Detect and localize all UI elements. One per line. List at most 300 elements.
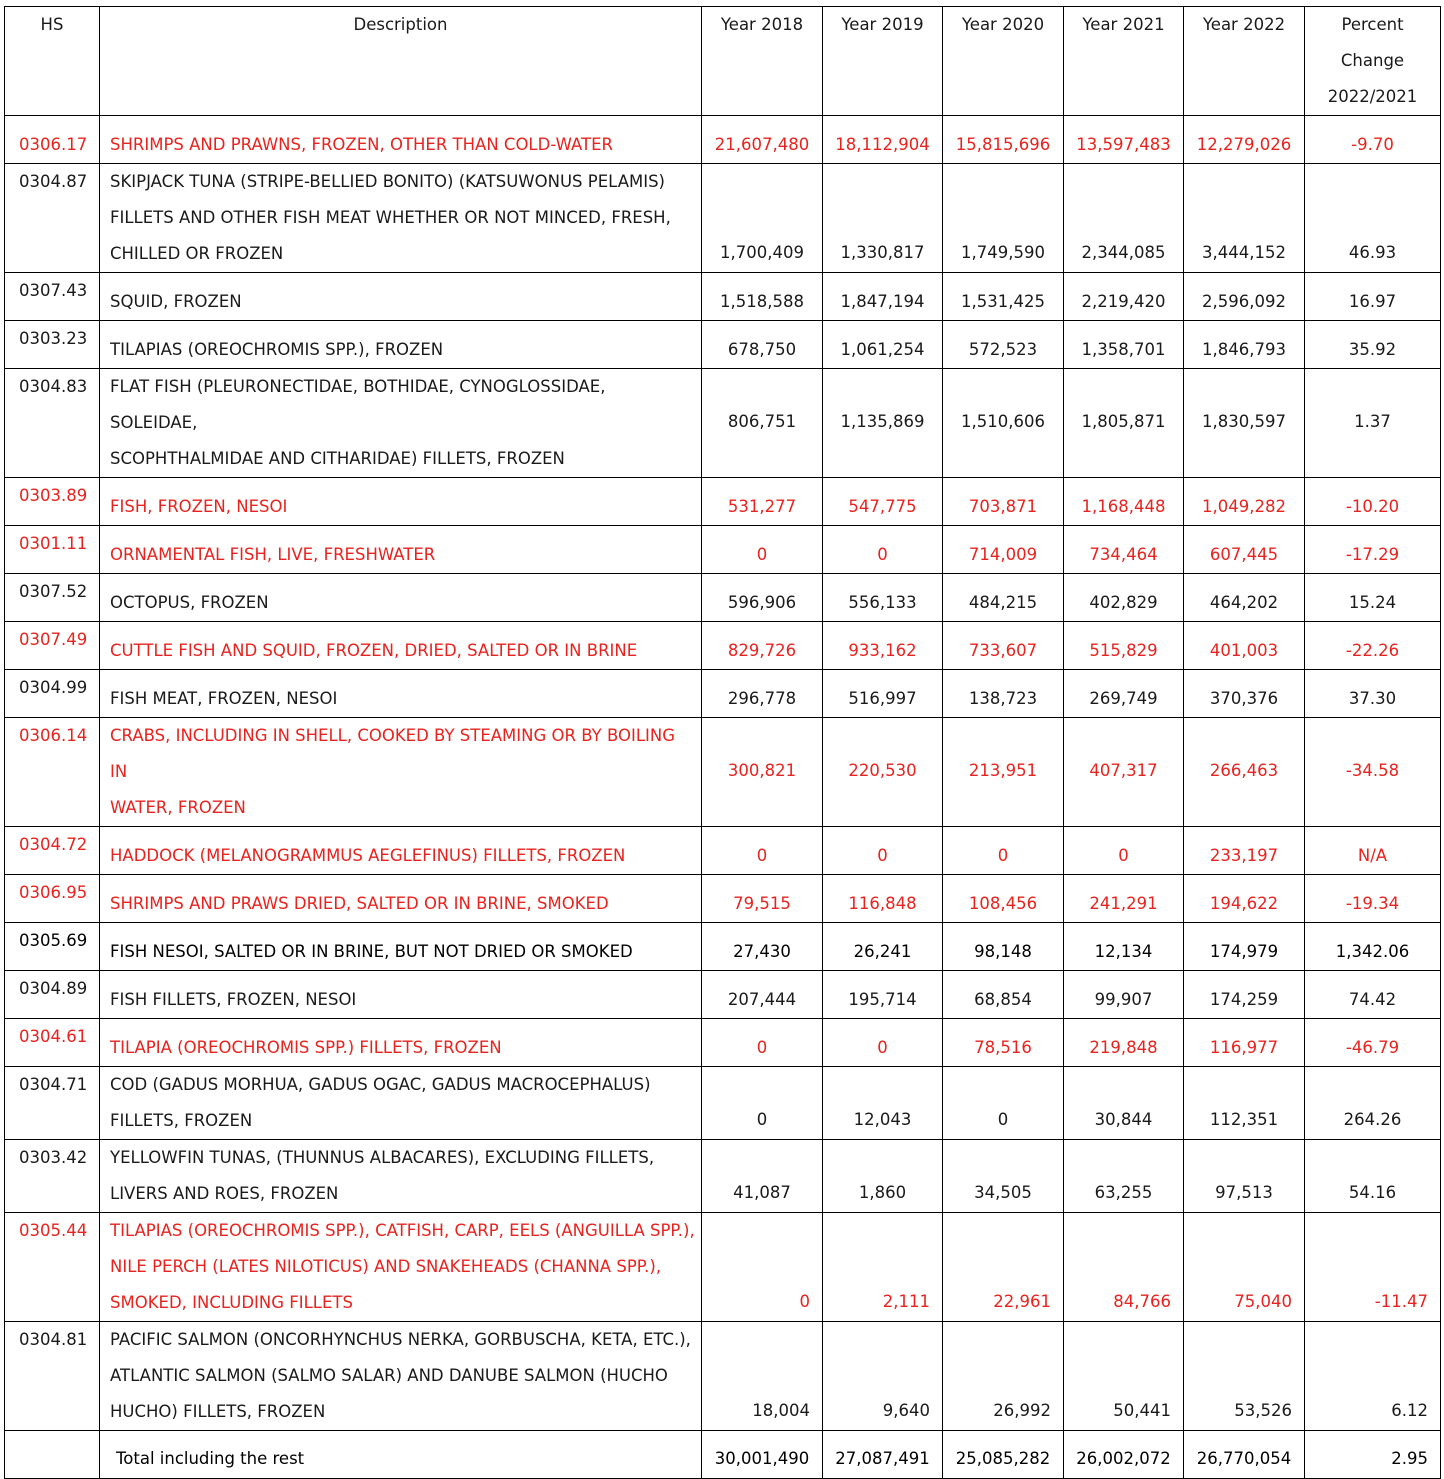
description: [100, 321, 702, 369]
year-value-text: 75,040: [1234, 1292, 1292, 1311]
percent-change: [1305, 273, 1441, 321]
description: [100, 1140, 702, 1213]
year-value: [702, 321, 823, 369]
year-value-text: 300,821: [727, 761, 797, 780]
year-value-text: 2,596,092: [1202, 292, 1286, 311]
description-line: CUTTLE FISH AND SQUID, FROZEN, DRIED, SALTED OR IN BRINE: [110, 641, 638, 660]
year-value: [823, 1019, 943, 1067]
year-value: [702, 526, 823, 574]
table-row: [5, 526, 1441, 574]
year-value-text: 21,607,480: [714, 135, 810, 154]
percent-change: [1305, 526, 1441, 574]
year-value-text: 0: [756, 1110, 768, 1129]
year-value: [823, 1140, 943, 1213]
description-line: SHRIMPS AND PRAWS DRIED, SALTED OR IN BRINE, SMOKED: [110, 894, 609, 913]
description-line: NILE PERCH (LATES NILOTICUS) AND SNAKEHEADS (CHANNA SPP.),: [110, 1257, 662, 1276]
year-value-text: 1,510,606: [961, 412, 1045, 431]
hs-code: 0304.81: [5, 1322, 100, 1431]
total-value-text: 26,002,072: [1076, 1449, 1171, 1468]
year-value: [823, 875, 943, 923]
year-value: [1064, 971, 1184, 1019]
year-value-text: 829,726: [727, 641, 797, 660]
year-value: [943, 1019, 1064, 1067]
year-value-text: 1,049,282: [1202, 497, 1286, 516]
total-value-2020: [943, 1431, 1064, 1479]
header-percent-line1: Percent: [1341, 15, 1404, 34]
percent-change-text: 35.92: [1348, 340, 1397, 359]
year-value: [1184, 321, 1305, 369]
year-value: [1064, 1140, 1184, 1213]
header-year-2018: Year 2018: [702, 7, 823, 116]
year-value: [823, 718, 943, 827]
description: [100, 526, 702, 574]
year-value-text: 572,523: [968, 340, 1038, 359]
hs-code: 0307.52: [5, 574, 100, 622]
year-value-text: 50,441: [1113, 1401, 1171, 1420]
year-value: [1064, 1067, 1184, 1140]
table-row: [5, 1019, 1441, 1067]
description-line: FISH MEAT, FROZEN, NESOI: [110, 689, 338, 708]
year-value-text: 1,330,817: [840, 243, 925, 262]
year-value-text: 1,749,590: [961, 243, 1045, 262]
year-value: [702, 1067, 823, 1140]
year-value-text: 97,513: [1215, 1183, 1273, 1202]
description-line: FISH FILLETS, FROZEN, NESOI: [110, 990, 357, 1009]
year-value-text: 531,277: [727, 497, 797, 516]
year-value-text: 2,111: [882, 1292, 930, 1311]
year-value: [943, 574, 1064, 622]
total-percent-text: 2.95: [1391, 1449, 1428, 1468]
percent-change: [1305, 321, 1441, 369]
year-value: [943, 321, 1064, 369]
table-row: [5, 1322, 1441, 1431]
year-value: [823, 827, 943, 875]
percent-change-text: -22.26: [1345, 641, 1400, 660]
percent-change-text: 74.42: [1348, 990, 1397, 1009]
percent-change: [1305, 574, 1441, 622]
description: [100, 273, 702, 321]
total-value-2022: [1184, 1431, 1305, 1479]
description-line: SKIPJACK TUNA (STRIPE-BELLIED BONITO) (KATSUWONUS PELAMIS): [110, 172, 665, 191]
description: [100, 164, 702, 273]
year-value: [1184, 827, 1305, 875]
header-row: [5, 7, 1441, 116]
description-line: PACIFIC SALMON (ONCORHYNCHUS NERKA, GORBUSCHA, KETA, ETC.),: [110, 1330, 691, 1349]
description-line: TILAPIAS (OREOCHROMIS SPP.), FROZEN: [110, 340, 444, 359]
year-value: [1184, 875, 1305, 923]
year-value: [702, 971, 823, 1019]
year-value-text: 1,061,254: [840, 340, 925, 359]
description-line: FILLETS, FROZEN: [110, 1111, 253, 1130]
year-value: [702, 116, 823, 164]
year-value-text: 220,530: [848, 761, 917, 780]
year-value: [823, 1067, 943, 1140]
year-value-text: 68,854: [974, 990, 1032, 1009]
year-value: [943, 526, 1064, 574]
year-value: [1184, 369, 1305, 478]
year-value-text: 1,531,425: [961, 292, 1045, 311]
description: [100, 1067, 702, 1140]
year-value: [823, 526, 943, 574]
year-value: [1184, 718, 1305, 827]
percent-change: [1305, 827, 1441, 875]
percent-change-text: 46.93: [1348, 243, 1397, 262]
year-value: [702, 875, 823, 923]
year-value: [702, 923, 823, 971]
year-value: [943, 971, 1064, 1019]
year-value: [1064, 875, 1184, 923]
year-value-text: 18,112,904: [835, 135, 930, 154]
description: [100, 369, 702, 478]
year-value: [702, 1213, 823, 1322]
description: [100, 574, 702, 622]
header-year-2022: Year 2022: [1184, 7, 1305, 116]
year-value-text: 0: [756, 545, 768, 564]
year-value-text: 678,750: [727, 340, 797, 359]
header-year-2021: Year 2021: [1064, 7, 1184, 116]
year-value-text: 0: [997, 1110, 1009, 1129]
year-value: [943, 875, 1064, 923]
year-value-text: 219,848: [1089, 1038, 1158, 1057]
total-description-text: Total including the rest: [116, 1449, 305, 1468]
year-value-text: 269,749: [1089, 689, 1158, 708]
year-value-text: 108,456: [968, 894, 1038, 913]
description-line: CRABS, INCLUDING IN SHELL, COOKED BY STEAMING OR BY BOILING IN: [110, 726, 676, 781]
description: [100, 1019, 702, 1067]
table-row: [5, 116, 1441, 164]
year-value-text: 1,168,448: [1081, 497, 1166, 516]
percent-change: [1305, 1213, 1441, 1322]
total-value-2021: [1064, 1431, 1184, 1479]
year-value: [943, 273, 1064, 321]
description-line: SQUID, FROZEN: [110, 292, 242, 311]
percent-change-text: -9.70: [1351, 135, 1394, 154]
table-row: [5, 273, 1441, 321]
description-line: FISH, FROZEN, NESOI: [110, 497, 288, 516]
year-value-text: 195,714: [848, 990, 917, 1009]
percent-change-text: 6.12: [1391, 1401, 1428, 1420]
year-value-text: 12,134: [1094, 942, 1153, 961]
table-row: [5, 622, 1441, 670]
percent-change-text: 15.24: [1348, 593, 1397, 612]
year-value: [702, 369, 823, 478]
year-value: [702, 670, 823, 718]
year-value: [1064, 478, 1184, 526]
year-value: [1064, 923, 1184, 971]
table-row: [5, 923, 1441, 971]
description-line: WATER, FROZEN: [110, 798, 246, 817]
percent-change: [1305, 971, 1441, 1019]
table-row: [5, 369, 1441, 478]
percent-change-text: -46.79: [1345, 1038, 1400, 1057]
description-line: HADDOCK (MELANOGRAMMUS AEGLEFINUS) FILLETS, FROZEN: [110, 846, 626, 865]
year-value: [1184, 574, 1305, 622]
year-value: [943, 478, 1064, 526]
percent-change: [1305, 622, 1441, 670]
hs-code: 0306.14: [5, 718, 100, 827]
table-row: [5, 1213, 1441, 1322]
year-value: [702, 1019, 823, 1067]
year-value-text: 407,317: [1089, 761, 1158, 780]
year-value: [823, 1322, 943, 1431]
year-value-text: 1,830,597: [1202, 412, 1286, 431]
year-value-text: 27,430: [733, 942, 791, 961]
description-line: ATLANTIC SALMON (SALMO SALAR) AND DANUBE SALMON (HUCHO: [110, 1366, 668, 1385]
year-value: [1184, 164, 1305, 273]
hs-code: 0304.99: [5, 670, 100, 718]
year-value: [1064, 321, 1184, 369]
year-value: [823, 971, 943, 1019]
year-value-text: 53,526: [1234, 1401, 1292, 1420]
year-value: [823, 321, 943, 369]
year-value: [943, 670, 1064, 718]
year-value: [1064, 670, 1184, 718]
year-value: [1184, 1019, 1305, 1067]
description-line: FISH NESOI, SALTED OR IN BRINE, BUT NOT DRIED OR SMOKED: [110, 942, 633, 961]
header-description: Description: [100, 7, 702, 116]
year-value-text: 370,376: [1209, 689, 1279, 708]
year-value: [1184, 116, 1305, 164]
percent-change: [1305, 164, 1441, 273]
hs-code: 0304.89: [5, 971, 100, 1019]
header-year-2020: Year 2020: [943, 7, 1064, 116]
year-value: [943, 164, 1064, 273]
year-value-text: 733,607: [968, 641, 1038, 660]
percent-change: [1305, 116, 1441, 164]
year-value-text: 116,848: [848, 894, 917, 913]
total-value-text: 27,087,491: [835, 1449, 930, 1468]
hs-code: 0304.72: [5, 827, 100, 875]
year-value-text: 401,003: [1209, 641, 1279, 660]
year-value-text: 18,004: [752, 1401, 810, 1420]
year-value-text: 22,961: [993, 1292, 1051, 1311]
year-value-text: 703,871: [968, 497, 1038, 516]
percent-change: [1305, 369, 1441, 478]
year-value: [1064, 273, 1184, 321]
percent-change-text: 1,342.06: [1335, 942, 1410, 961]
total-percent-change: [1305, 1431, 1441, 1479]
year-value-text: 1,518,588: [720, 292, 804, 311]
hs-code: 0305.69: [5, 923, 100, 971]
year-value-text: 402,829: [1089, 593, 1158, 612]
hs-code: 0303.89: [5, 478, 100, 526]
description-line: FLAT FISH (PLEURONECTIDAE, BOTHIDAE, CYNOGLOSSIDAE, SOLEIDAE,: [110, 377, 606, 432]
table-row: [5, 1067, 1441, 1140]
description-line: COD (GADUS MORHUA, GADUS OGAC, GADUS MACROCEPHALUS): [110, 1075, 651, 1094]
year-value: [823, 164, 943, 273]
percent-change: [1305, 718, 1441, 827]
year-value-text: 213,951: [968, 761, 1038, 780]
description: [100, 827, 702, 875]
year-value: [1184, 971, 1305, 1019]
table-row: [5, 478, 1441, 526]
hs-code: 0303.23: [5, 321, 100, 369]
year-value-text: 1,805,871: [1081, 412, 1166, 431]
hs-code: 0306.95: [5, 875, 100, 923]
year-value-text: 0: [877, 545, 888, 564]
year-value: [702, 478, 823, 526]
description-line: CHILLED OR FROZEN: [110, 244, 284, 263]
header-hs: HS: [5, 7, 100, 116]
total-value-text: 25,085,282: [955, 1449, 1051, 1468]
year-value: [1064, 718, 1184, 827]
description: [100, 875, 702, 923]
year-value: [1184, 670, 1305, 718]
hs-code: 0304.61: [5, 1019, 100, 1067]
year-value-text: 1,846,793: [1202, 340, 1286, 359]
year-value: [943, 827, 1064, 875]
percent-change-text: -10.20: [1345, 497, 1400, 516]
year-value: [823, 478, 943, 526]
year-value-text: 0: [877, 846, 888, 865]
percent-change: [1305, 923, 1441, 971]
year-value: [1184, 273, 1305, 321]
year-value-text: 84,766: [1113, 1292, 1171, 1311]
hs-code: 0307.49: [5, 622, 100, 670]
year-value-text: 1,700,409: [720, 243, 804, 262]
year-value: [702, 718, 823, 827]
year-value: [823, 574, 943, 622]
year-value-text: 98,148: [974, 942, 1032, 961]
year-value-text: 15,815,696: [955, 135, 1051, 154]
table-row: [5, 971, 1441, 1019]
total-description: [100, 1431, 702, 1479]
year-value: [823, 369, 943, 478]
year-value-text: 266,463: [1209, 761, 1279, 780]
year-value: [943, 1322, 1064, 1431]
total-value-text: 26,770,054: [1196, 1449, 1292, 1468]
percent-change-text: 54.16: [1348, 1183, 1397, 1202]
percent-change-text: 16.97: [1348, 292, 1397, 311]
description: [100, 1322, 702, 1431]
year-value-text: 26,992: [993, 1401, 1051, 1420]
year-value: [702, 622, 823, 670]
year-value: [1064, 526, 1184, 574]
year-value: [702, 1140, 823, 1213]
header-year-2019: Year 2019: [823, 7, 943, 116]
total-row: [5, 1431, 1441, 1479]
year-value: [943, 1213, 1064, 1322]
hs-code: 0306.17: [5, 116, 100, 164]
year-value-text: 138,723: [968, 689, 1038, 708]
year-value: [943, 1067, 1064, 1140]
year-value: [1064, 827, 1184, 875]
description-line: FILLETS AND OTHER FISH MEAT WHETHER OR NOT MINCED, FRESH,: [110, 208, 671, 227]
year-value: [823, 1213, 943, 1322]
year-value-text: 194,622: [1209, 894, 1279, 913]
description: [100, 718, 702, 827]
year-value-text: 1,135,869: [840, 412, 925, 431]
percent-change-text: -11.47: [1374, 1292, 1428, 1311]
percent-change-text: N/A: [1357, 846, 1388, 865]
percent-change: [1305, 1322, 1441, 1431]
year-value: [1064, 574, 1184, 622]
percent-change: [1305, 875, 1441, 923]
header-percent-line2: Change: [1340, 51, 1405, 70]
year-value: [1064, 1322, 1184, 1431]
percent-change: [1305, 1140, 1441, 1213]
year-value-text: 0: [756, 1038, 768, 1057]
table-row: [5, 827, 1441, 875]
year-value: [1184, 526, 1305, 574]
year-value-text: 0: [756, 846, 768, 865]
percent-change: [1305, 670, 1441, 718]
year-value: [1064, 116, 1184, 164]
year-value-text: 233,197: [1209, 846, 1279, 865]
year-value-text: 0: [1118, 846, 1129, 865]
percent-change-text: -17.29: [1345, 545, 1400, 564]
percent-change: [1305, 1019, 1441, 1067]
total-value-text: 30,001,490: [714, 1449, 810, 1468]
year-value: [702, 827, 823, 875]
percent-change-text: -34.58: [1345, 761, 1400, 780]
year-value-text: 26,241: [853, 942, 912, 961]
year-value-text: 116,977: [1209, 1038, 1279, 1057]
description-line: OCTOPUS, FROZEN: [110, 593, 269, 612]
year-value-text: 515,829: [1089, 641, 1158, 660]
year-value: [1184, 1067, 1305, 1140]
description: [100, 622, 702, 670]
year-value-text: 714,009: [968, 545, 1038, 564]
year-value: [823, 670, 943, 718]
year-value: [1064, 1019, 1184, 1067]
year-value-text: 12,279,026: [1196, 135, 1292, 154]
year-value: [823, 116, 943, 164]
hs-code: 0307.43: [5, 273, 100, 321]
description-line: TILAPIA (OREOCHROMIS SPP.) FILLETS, FROZEN: [110, 1038, 502, 1057]
percent-change-text: 1.37: [1354, 412, 1391, 431]
year-value-text: 1,847,194: [840, 292, 925, 311]
description: [100, 478, 702, 526]
description-line: SMOKED, INCLUDING FILLETS: [110, 1293, 353, 1312]
hs-code: 0304.83: [5, 369, 100, 478]
year-value: [1184, 478, 1305, 526]
year-value-text: 30,844: [1094, 1110, 1153, 1129]
year-value-text: 9,640: [882, 1401, 930, 1420]
total-hs: [5, 1431, 100, 1479]
hs-code: 0304.87: [5, 164, 100, 273]
year-value: [823, 622, 943, 670]
hs-code: 0304.71: [5, 1067, 100, 1140]
year-value-text: 547,775: [848, 497, 917, 516]
year-value-text: 806,751: [727, 412, 797, 431]
year-value-text: 13,597,483: [1076, 135, 1171, 154]
year-value: [823, 923, 943, 971]
year-value: [1064, 1213, 1184, 1322]
year-value-text: 41,087: [733, 1183, 791, 1202]
year-value: [943, 1140, 1064, 1213]
year-value: [823, 273, 943, 321]
year-value-text: 174,259: [1209, 990, 1279, 1009]
year-value-text: 1,860: [858, 1183, 907, 1202]
hs-code: 0305.44: [5, 1213, 100, 1322]
year-value-text: 207,444: [727, 990, 797, 1009]
year-value: [943, 923, 1064, 971]
description-line: SHRIMPS AND PRAWNS, FROZEN, OTHER THAN COLD-WATER: [110, 135, 614, 154]
year-value-text: 596,906: [727, 593, 797, 612]
year-value: [1064, 164, 1184, 273]
year-value: [702, 574, 823, 622]
year-value-text: 464,202: [1209, 593, 1279, 612]
year-value: [1184, 923, 1305, 971]
percent-change: [1305, 1067, 1441, 1140]
year-value-text: 79,515: [733, 894, 791, 913]
year-value-text: 556,133: [848, 593, 917, 612]
year-value-text: 516,997: [848, 689, 917, 708]
table-row: [5, 321, 1441, 369]
year-value-text: 0: [799, 1292, 810, 1311]
year-value-text: 3,444,152: [1202, 243, 1286, 262]
